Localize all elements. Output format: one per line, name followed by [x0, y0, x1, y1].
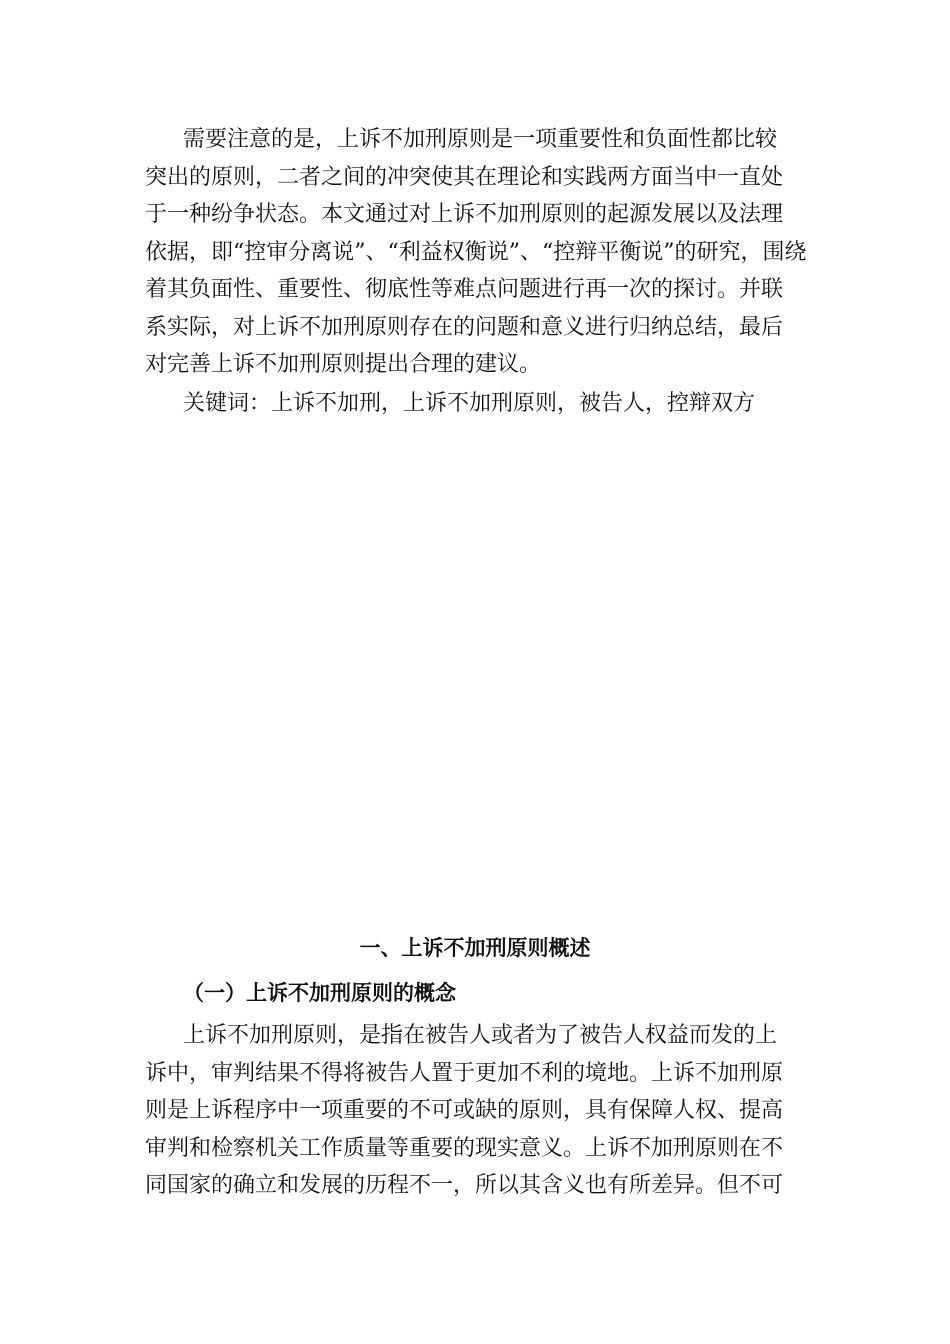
abstract-line: 于一种纷争状态。本文通过对上诉不加刑原则的起源发展以及法理	[145, 202, 784, 227]
abstract-paragraph	[145, 121, 810, 384]
subsection-heading: （一）上诉不加刑原则的概念	[183, 981, 456, 1005]
keywords-line: 关键词：上诉不加刑，上诉不加刑原则，被告人，控辩双方	[183, 391, 756, 416]
body-line: 审判和检察机关工作质量等重要的现实意义。上诉不加刑原则在不	[145, 1135, 784, 1161]
body-line: 上诉不加刑原则，是指在被告人或者为了被告人权益而发的上	[183, 1023, 778, 1048]
body-paragraph	[145, 1017, 810, 1205]
abstract-line: 突出的原则，二者之间的冲突使其在理论和实践两方面当中一直处	[145, 164, 784, 190]
abstract-line: 依据，即“控审分离说”、“利益权衡说”、“控辩平衡说”的研究，围绕	[145, 239, 807, 265]
body-line: 同国家的确立和发展的历程不一，所以其含义也有所差异。但不可	[145, 1173, 784, 1198]
section-heading: 一、上诉不加刑原则概述	[359, 936, 591, 960]
abstract-line: 对完善上诉不加刑原则提出合理的建议。	[145, 352, 542, 377]
body-line: 则是上诉程序中一项重要的不可或缺的原则，具有保障人权、提高	[145, 1098, 784, 1123]
keywords-paragraph	[145, 385, 810, 423]
body-line: 诉中，审判结果不得将被告人置于更加不利的境地。上诉不加刑原	[145, 1060, 784, 1086]
abstract-line: 需要注意的是，上诉不加刑原则是一项重要性和负面性都比较	[183, 127, 778, 152]
abstract-line: 着其负面性、重要性、彻底性等难点问题进行再一次的探讨。并联	[145, 277, 784, 302]
abstract-line: 系实际，对上诉不加刑原则存在的问题和意义进行归纳总结，最后	[145, 314, 784, 340]
